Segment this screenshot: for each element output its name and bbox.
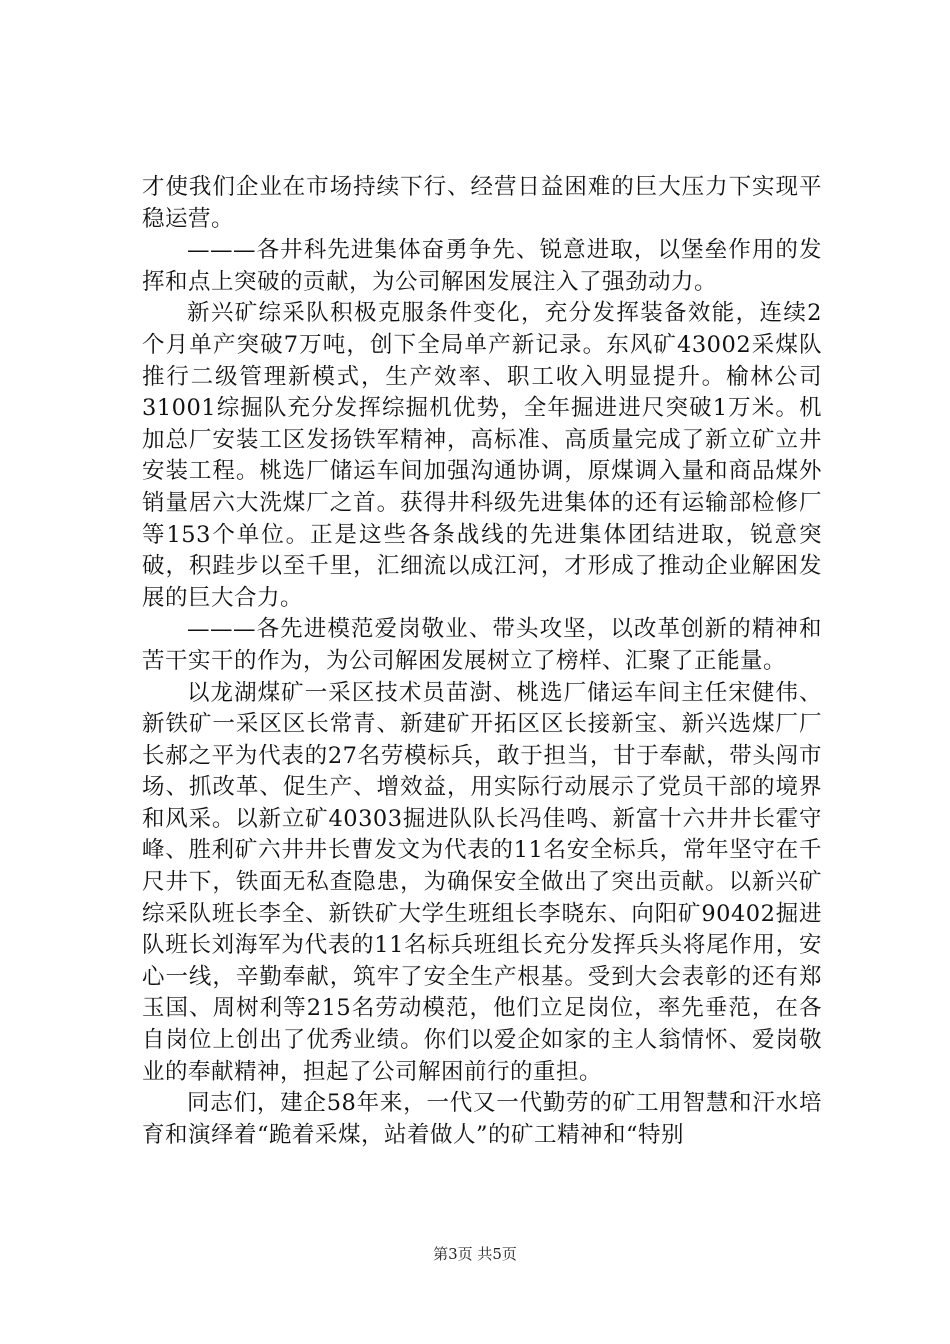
paragraph-collective-intro: ———各井科先进集体奋勇争先、锐意进取，以堡垒作用的发挥和点上突破的贡献，为公司解困发展注入了强劲动力。 bbox=[142, 237, 822, 295]
paragraph-comrades: 同志们，建企58年来，一代又一代勤劳的矿工用智慧和汗水培育和演绎着“跪着采煤，站着做人”的矿工精神和“特别 bbox=[142, 1090, 822, 1148]
body-text bbox=[142, 172, 822, 1151]
paragraph-continuation: 才使我们企业在市场持续下行、经营日益困难的巨大压力下实现平稳运营。 bbox=[142, 174, 822, 232]
page-footer: 第3页 共5页 bbox=[433, 1245, 517, 1263]
paragraph-collective-details: 新兴矿综采队积极克服条件变化，充分发挥装备效能，连续2个月单产突破7万吨，创下全局单产新记录。东风矿43002采煤队推行二级管理新模式，生产效率、职工收入明显提升。榆林公司31001综掘队充分发挥综掘机优势，全年掘进进尺突破1万米。机加总厂安装工区发扬铁军精神，高标准、高质量完成了新立矿立井安装工程。桃选厂储运车间加强沟通协调，原煤调入量和商品煤外销量居六大洗煤厂之首。获得井科级先进集体的还有运输部检修厂等153个单位。正是这些各条战线的先进集体团结进取，锐意突破，积跬步以至千里，汇细流以成江河，才形成了推动企业解困发展的巨大合力。 bbox=[142, 300, 822, 611]
paragraph-model-details: 以龙湖煤矿一采区技术员苗澍、桃选厂储运车间主任宋健伟、新铁矿一采区区长常青、新建矿开拓区区长接新宝、新兴选煤厂厂长郝之平为代表的27名劳模标兵，敢于担当，甘于奉献，带头闯市场、抓改革、促生产、增效益，用实际行动展示了党员干部的境界和风采。以新立矿40303掘进队队长冯佳鸣、新富十六井井长霍守峰、胜利矿六井井长曹发文为代表的11名安全标兵，常年坚守在千尺井下，铁面无私查隐患，为确保安全做出了突出贡献。以新兴矿综采队班长李全、新铁矿大学生班组长李晓东、向阳矿90402掘进队班长刘海军为代表的11名标兵班组长充分发挥兵头将尾作用，安心一线，辛勤奉献，筑牢了安全生产根基。受到大会表彰的还有郑玉国、周树利等215名劳动模范，他们立足岗位，率先垂范，在各自岗位上创出了优秀业绩。你们以爱企如家的主人翁情怀、爱岗敬业的奉献精神，担起了公司解困前行的重担。 bbox=[142, 679, 822, 1085]
paragraph-model-intro: ———各先进模范爱岗敬业、带头攻坚，以改革创新的精神和苦干实干的作为，为公司解困发展树立了榜样、汇聚了正能量。 bbox=[142, 616, 822, 674]
